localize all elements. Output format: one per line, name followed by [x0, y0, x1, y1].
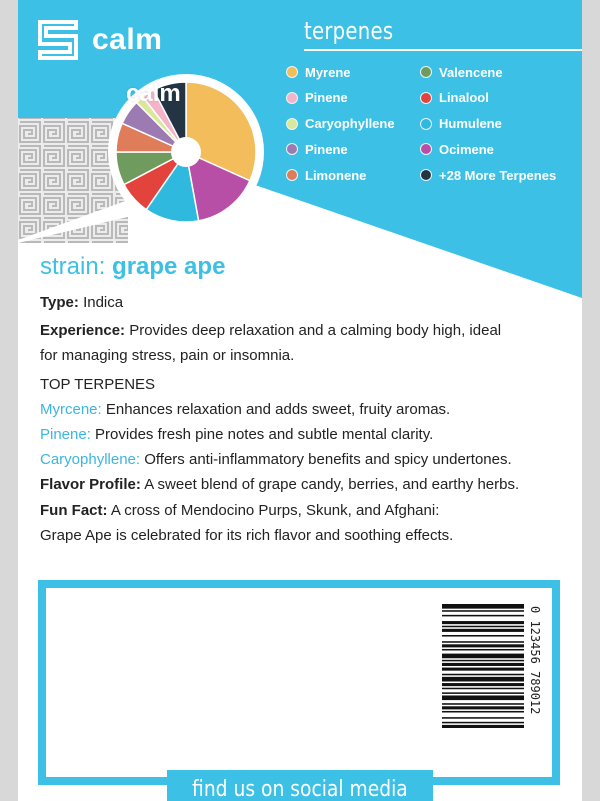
- legend-label: Humulene: [439, 116, 502, 132]
- social-media-text: find us on social media: [192, 777, 408, 801]
- flavor-line: [40, 475, 570, 494]
- logo-mark-icon: [36, 18, 80, 62]
- terpene-note-1: [40, 400, 570, 419]
- terpene-note-name: Pinene:: [40, 426, 91, 443]
- barcode-bar: [442, 688, 524, 690]
- legend-label: Pinene: [305, 141, 348, 157]
- legend-item: [420, 166, 556, 184]
- barcode-bar: [442, 703, 524, 705]
- legend-label: Linalool: [439, 90, 489, 106]
- barcode-bar: [442, 692, 524, 694]
- pie-center-hole: [171, 137, 201, 167]
- barcode-bar: [442, 725, 524, 728]
- strain-name: grape ape: [112, 253, 226, 280]
- legend-item: [286, 166, 366, 184]
- legend-label: Valencene: [439, 64, 503, 80]
- legend-label: Caryophyllene: [305, 116, 395, 132]
- barcode-bar: [442, 706, 524, 709]
- flavor-label: Flavor Profile:: [40, 476, 141, 493]
- barcode-bar: [442, 615, 524, 617]
- legend-swatch-icon: [420, 66, 432, 78]
- experience-label: Experience:: [40, 322, 126, 339]
- legend-swatch-icon: [420, 118, 432, 130]
- barcode-bar: [442, 654, 524, 659]
- top-terpenes-heading: TOP TERPENES: [40, 376, 156, 393]
- barcode-bar: [442, 610, 524, 612]
- terpene-note-text: Provides fresh pine notes and subtle mental clarity.: [95, 426, 434, 443]
- type-line: [40, 293, 570, 312]
- terpene-note-2: [40, 425, 570, 444]
- funfact-label: Fun Fact:: [40, 502, 108, 519]
- legend-label: Ocimene: [439, 141, 494, 157]
- legend-swatch-icon: [286, 92, 298, 104]
- funfact-value: A cross of Mendocino Purps, Skunk, and Afghani: Grape Ape is celebrated for its rich flavor and soothing effects.: [40, 502, 454, 544]
- brand-logo: [36, 18, 162, 62]
- social-media-link[interactable]: [167, 770, 433, 801]
- barcode-bar: [442, 695, 524, 700]
- barcode-bar: [442, 604, 524, 609]
- legend-item: [286, 140, 348, 158]
- barcode-bar: [442, 668, 524, 671]
- label-card: [18, 0, 582, 801]
- barcode-bar: [442, 663, 524, 666]
- legend-item: [420, 89, 489, 107]
- chart-overlay-title: calm: [126, 80, 181, 107]
- brand-name: calm: [92, 23, 163, 56]
- terpene-note-name: Myrcene:: [40, 401, 102, 418]
- legend-label: +28 More Terpenes: [439, 167, 557, 183]
- terpene-note-text: Enhances relaxation and adds sweet, fruity aromas.: [105, 401, 451, 418]
- terpene-note-3: [40, 450, 570, 469]
- barcode-bar: [442, 722, 524, 724]
- legend-item: [420, 115, 502, 133]
- terpene-note-name: Caryophyllene:: [40, 451, 141, 468]
- legend-label: Pinene: [305, 90, 348, 106]
- barcode-bar: [442, 635, 524, 637]
- barcode-bar: [442, 621, 524, 624]
- terpenes-divider: [304, 49, 582, 51]
- legend-item: [286, 89, 348, 107]
- experience-line: [40, 318, 510, 368]
- funfact-line: [40, 498, 480, 548]
- strain-prefix: strain:: [40, 253, 106, 280]
- barcode-bar: [442, 641, 524, 643]
- legend-item: [286, 115, 395, 133]
- legend-swatch-icon: [420, 92, 432, 104]
- barcode-bar: [442, 626, 524, 628]
- strain-title: [40, 253, 225, 281]
- barcode-number: [528, 606, 542, 756]
- terpene-note-text: Offers anti-inflammatory benefits and spicy undertones.: [144, 451, 512, 468]
- barcode-bar: [442, 711, 524, 713]
- legend-swatch-icon: [286, 143, 298, 155]
- legend-swatch-icon: [286, 66, 298, 78]
- legend-swatch-icon: [286, 118, 298, 130]
- barcode-bar: [442, 649, 524, 651]
- flavor-value: A sweet blend of grape candy, berries, and earthy herbs.: [144, 476, 520, 493]
- barcode-bar: [442, 683, 524, 686]
- legend-swatch-icon: [286, 169, 298, 181]
- barcode-bar: [442, 644, 524, 647]
- legend-item: [420, 63, 503, 81]
- experience-value: Provides deep relaxation and a calming body high, ideal for managing stress, pain or insomnia.: [40, 322, 502, 364]
- type-label: Type:: [40, 294, 79, 311]
- legend-item: [286, 63, 351, 81]
- barcode-bar: [442, 677, 524, 682]
- barcode-bar: [442, 660, 524, 662]
- legend-item: [420, 140, 494, 158]
- type-value: Indica: [83, 294, 124, 311]
- legend-label: Myrene: [305, 64, 351, 80]
- barcode-digits: 0 123456 789012: [528, 606, 542, 715]
- barcode-bar: [442, 629, 524, 632]
- terpenes-heading: terpenes: [304, 17, 394, 45]
- legend-swatch-icon: [420, 143, 432, 155]
- legend-label: Limonene: [305, 167, 367, 183]
- legend-swatch-icon: [420, 169, 432, 181]
- barcode-bar: [442, 717, 524, 719]
- barcode-bar: [442, 674, 524, 676]
